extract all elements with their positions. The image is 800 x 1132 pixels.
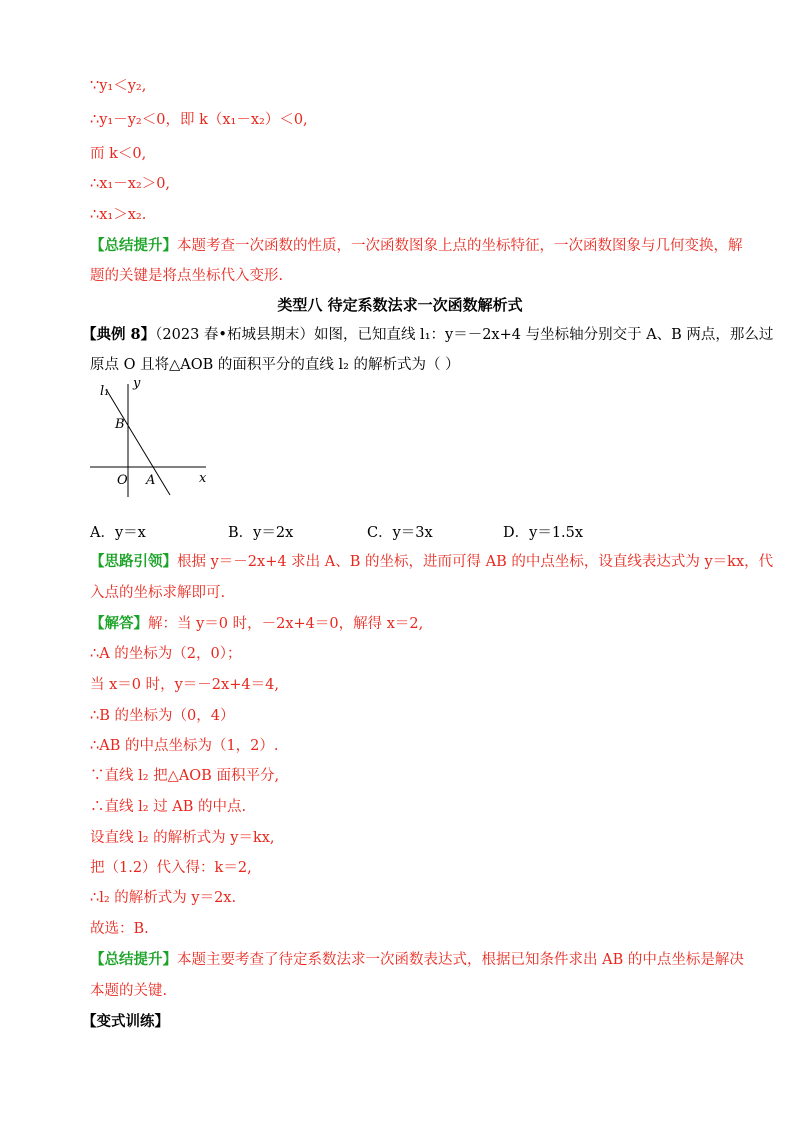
example-problem bbox=[82, 325, 773, 345]
answer-step: ∴B 的坐标为（0，4） bbox=[90, 708, 235, 724]
summary-block bbox=[90, 950, 744, 970]
answer-step: 把（1.2）代入得：k＝2, bbox=[90, 860, 252, 876]
coordinate-figure bbox=[88, 372, 218, 502]
option-b: B．y＝2x bbox=[228, 525, 294, 541]
option-d: D．y＝1.5x bbox=[503, 525, 584, 541]
answer-tag: 【解答】 bbox=[90, 615, 148, 632]
option-c: C．y＝3x bbox=[367, 525, 433, 541]
derivation-step: ∴x₁－x₂＞0, bbox=[90, 176, 171, 192]
answer-first-line: 解：当 y＝0 时，－2x+4＝0，解得 x＝2, bbox=[148, 616, 424, 632]
training-heading: 【变式训练】 bbox=[82, 1013, 169, 1030]
label-A: A bbox=[146, 473, 156, 488]
label-l1: l₁ bbox=[100, 384, 110, 399]
summary-text-continued: 题的关键是将点坐标代入变形. bbox=[90, 268, 284, 284]
example-tag: 【典例 8】 bbox=[82, 326, 156, 343]
answer-step: ∴A 的坐标为（2，0）； bbox=[90, 646, 242, 662]
summary-text: 本题主要考查了待定系数法求一次函数表达式，根据已知条件求出 AB 的中点坐标是解决 bbox=[177, 952, 744, 968]
label-B: B bbox=[115, 417, 125, 432]
answer-step: ∴直线 l₂ 过 AB 的中点. bbox=[90, 799, 247, 815]
derivation-step: 而 k＜0, bbox=[90, 146, 147, 162]
hint-text: 根据 y＝－2x+4 求出 A、B 的坐标，进而可得 AB 的中点坐标，设直线表达式为 y＝kx，代 bbox=[177, 554, 774, 570]
answer-step: 设直线 l₂ 的解析式为 y＝kx, bbox=[90, 830, 275, 846]
answer-step: ∴AB 的中点坐标为（1，2）. bbox=[90, 738, 279, 754]
summary-tag: 【总结提升】 bbox=[90, 951, 177, 968]
label-y: y bbox=[133, 376, 141, 391]
derivation-step: ∴x₁＞x₂. bbox=[90, 207, 147, 223]
label-O: O bbox=[117, 473, 128, 488]
coordinate-figure-svg bbox=[88, 372, 218, 502]
summary-block bbox=[90, 236, 743, 256]
answer-step: ∴l₂ 的解析式为 y＝2x. bbox=[90, 890, 237, 906]
answer-step: 故选：B. bbox=[90, 921, 149, 937]
line-l1 bbox=[106, 389, 170, 495]
option-a: A．y＝x bbox=[90, 525, 146, 541]
answer-step: ∵直线 l₂ 把△AOB 面积平分, bbox=[90, 768, 280, 784]
derivation-step: ∵y₁＜y₂, bbox=[90, 78, 147, 94]
hint-tag: 【思路引领】 bbox=[90, 553, 177, 570]
label-x: x bbox=[199, 471, 207, 486]
summary-text-continued: 本题的关键. bbox=[90, 983, 168, 999]
hint-block bbox=[90, 552, 773, 572]
summary-tag: 【总结提升】 bbox=[90, 237, 177, 254]
answer-block bbox=[90, 614, 423, 634]
answer-step: 当 x＝0 时，y＝－2x+4＝4, bbox=[90, 677, 279, 693]
example-text-continued: 原点 O 且将△AOB 的面积平分的直线 l₂ 的解析式为（ ） bbox=[90, 357, 460, 373]
hint-text-continued: 入点的坐标求解即可. bbox=[90, 585, 226, 601]
example-text: （2023 春•柘城县期末）如图，已知直线 l₁：y＝－2x+4 与坐标轴分别交于 A、B 两点，那么过 bbox=[155, 327, 774, 343]
derivation-step: ∴y₁－y₂＜0，即 k（x₁－x₂）＜0, bbox=[90, 112, 308, 128]
section-heading: 类型八 待定系数法求一次函数解析式 bbox=[277, 296, 523, 314]
summary-text: 本题考查一次函数的性质，一次函数图象上点的坐标特征，一次函数图象与几何变换，解 bbox=[177, 238, 743, 254]
